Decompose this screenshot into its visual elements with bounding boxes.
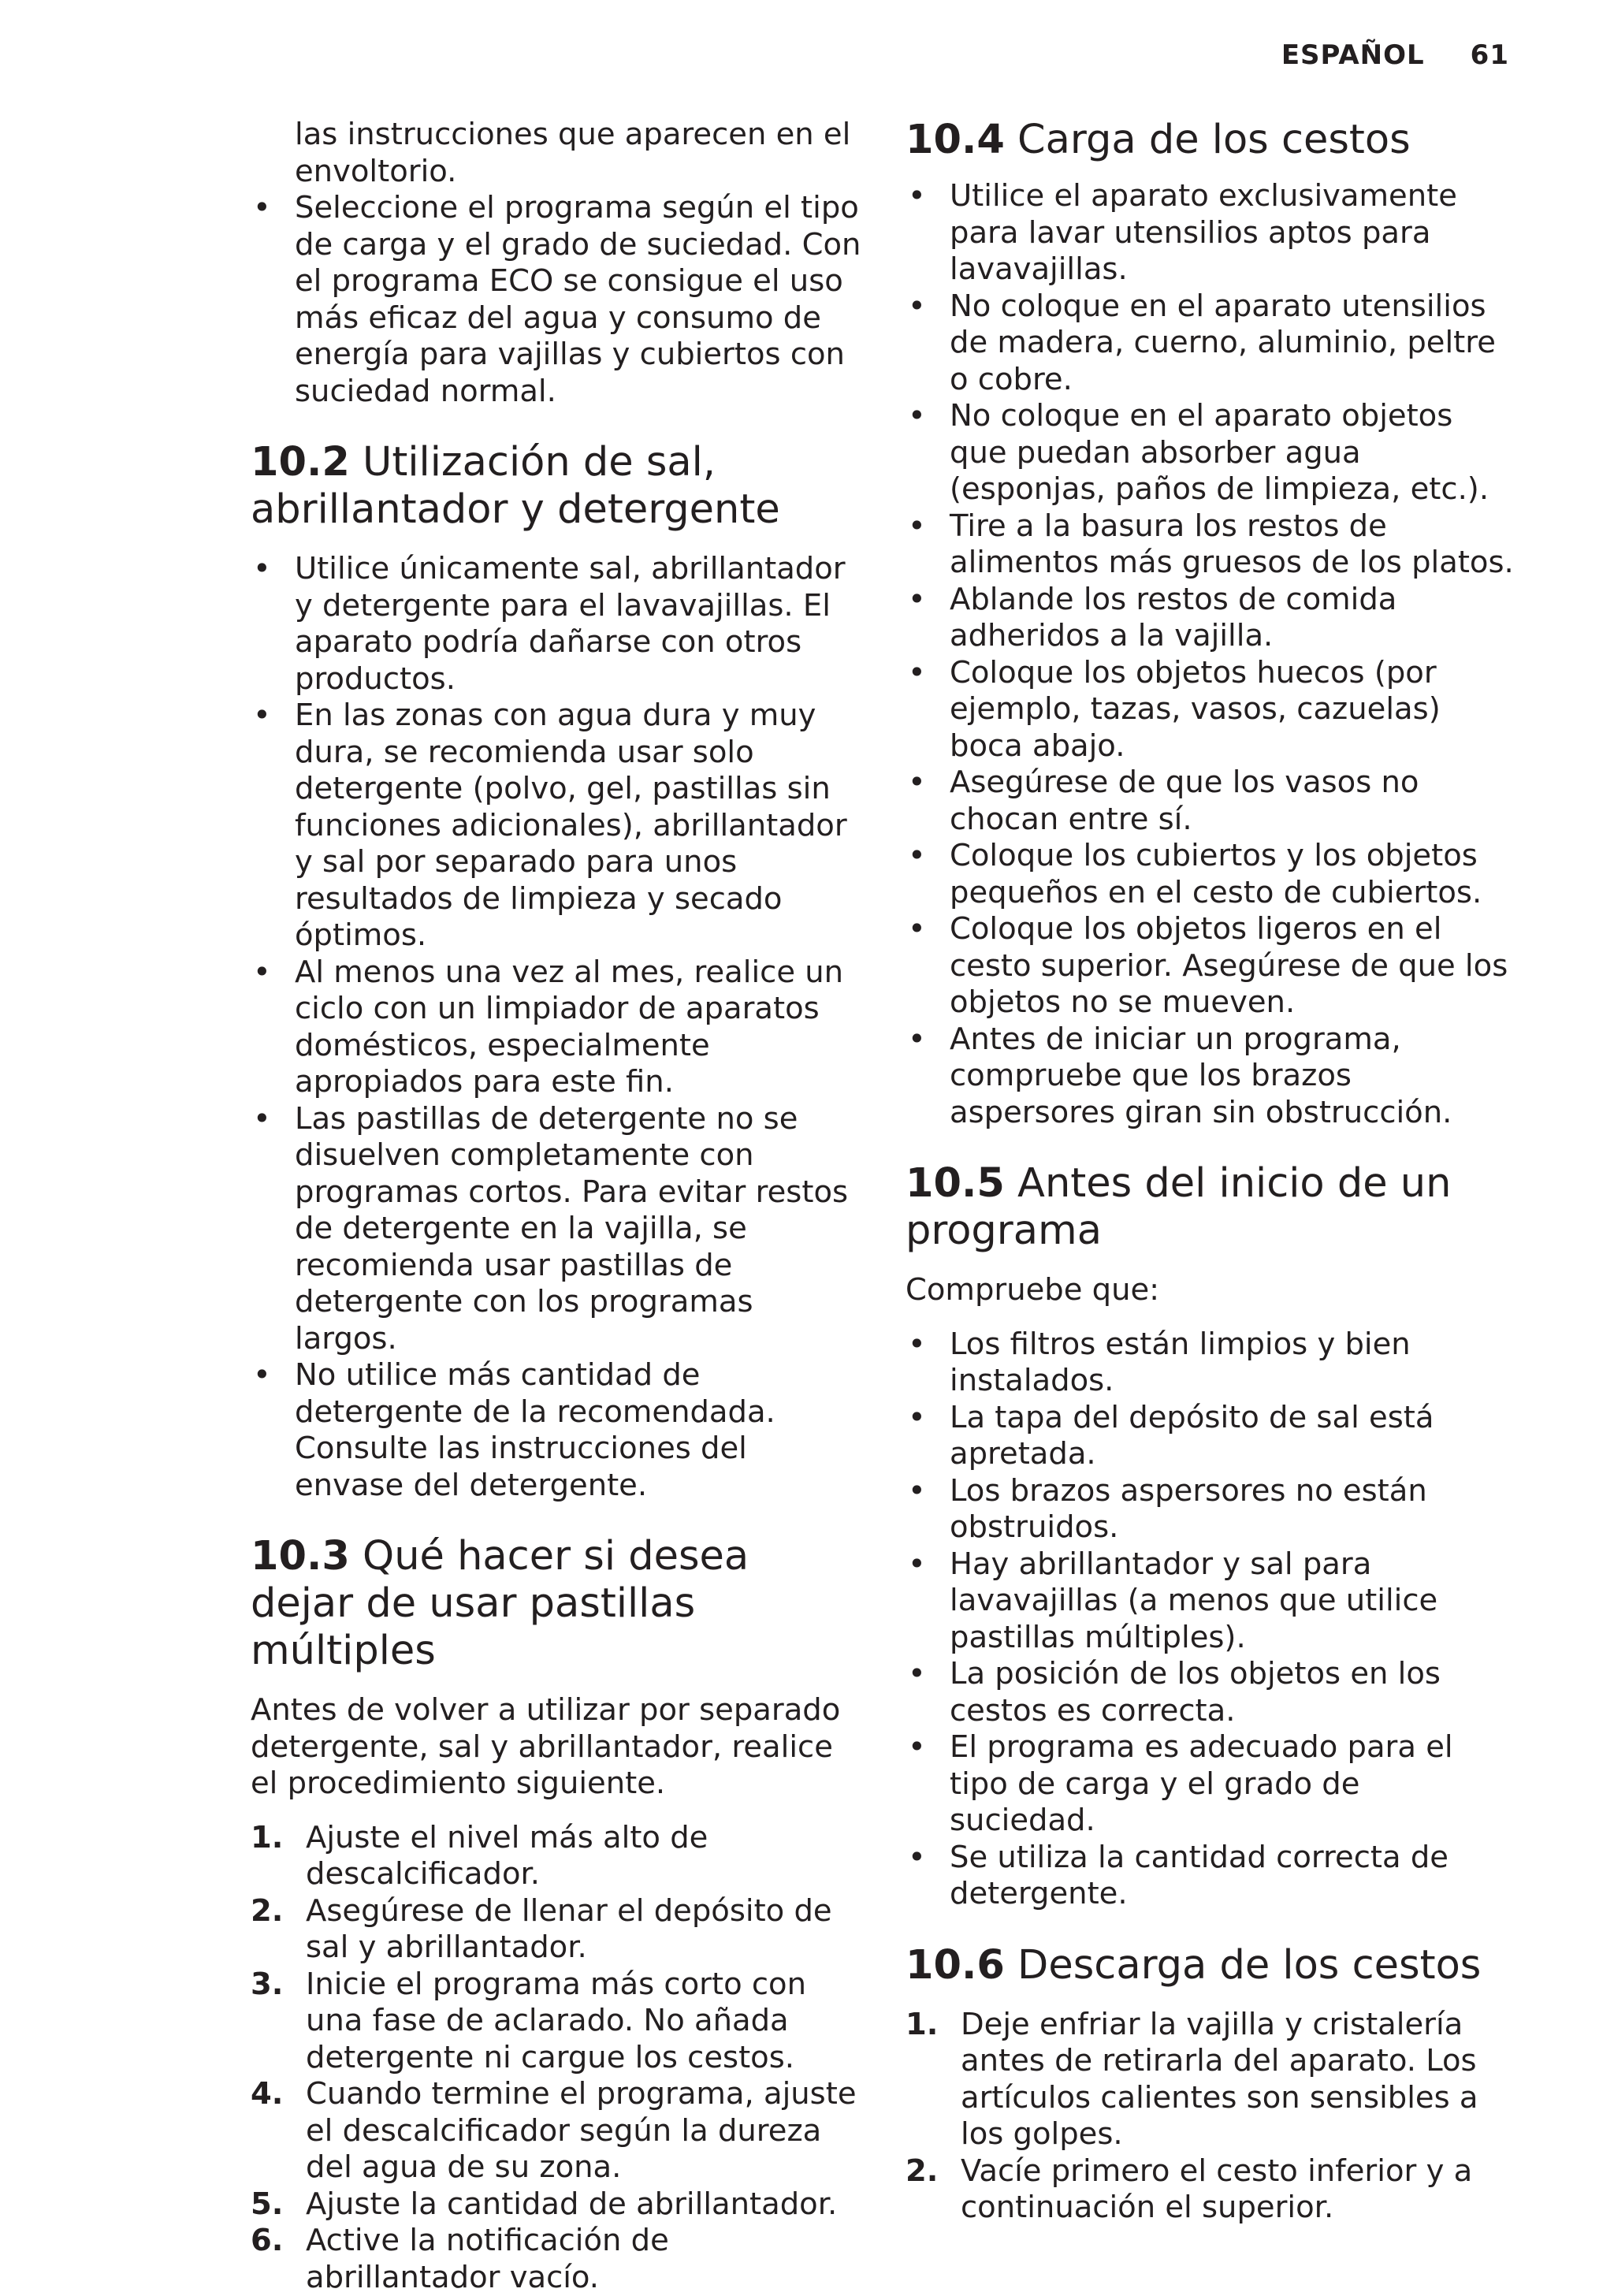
list-item: • Asegúrese de que los vasos no chocan entre sí.: [906, 765, 1514, 838]
bullet-icon: •: [908, 1327, 926, 1364]
numbered-list-10-3: [251, 1820, 861, 2296]
section-heading-10-6: [906, 1942, 1514, 1989]
bullet-icon: •: [908, 398, 926, 435]
list-item: • No coloque en el aparato utensilios de madera, cuerno, aluminio, peltre o cobre.: [906, 288, 1514, 399]
section-title: Qué hacer si desea dejar de usar pastillas múltiples: [251, 1533, 749, 1674]
intro-paragraph-10-3: Antes de volver a utilizar por separado detergente, sal y abrillantador, realice el procedimiento siguiente.: [251, 1692, 861, 1803]
list-item: • La tapa del depósito de sal está apretada.: [906, 1400, 1514, 1473]
bullet-icon: •: [908, 911, 926, 948]
list-item: 2. Asegúrese de llenar el depósito de sal y abrillantador.: [251, 1893, 861, 1967]
list-item: • Hay abrillantador y sal para lavavajillas (a menos que utilice pastillas múltiples).: [906, 1546, 1514, 1657]
bullet-icon: •: [253, 1357, 271, 1394]
list-item: • Utilice únicamente sal, abrillantador y detergente para el lavavajillas. El aparato podría dañarse con otros productos.: [251, 551, 861, 698]
section-number: 10.3: [251, 1533, 350, 1580]
list-item: • Los brazos aspersores no están obstruidos.: [906, 1473, 1514, 1546]
list-item: 6. Active la notificación de abrillantador vacío.: [251, 2223, 861, 2296]
section-heading-10-5: [906, 1160, 1514, 1255]
section-title: Utilización de sal, abrillantador y detergente: [251, 439, 780, 533]
section-number: 10.4: [906, 117, 1005, 163]
list-item: • Las pastillas de detergente no se disuelven completamente con programas cortos. Para evitar restos de detergente en la vajilla, se recomienda usar pastillas de detergente con los programas largos.: [251, 1101, 861, 1358]
bullet-icon: •: [908, 1021, 926, 1059]
section-title: Descarga de los cestos: [1005, 1942, 1482, 1989]
bullet-icon: •: [908, 1729, 926, 1766]
list-item: • No coloque en el aparato objetos que puedan absorber agua (esponjas, paños de limpieza, etc.).: [906, 398, 1514, 508]
numbered-list-10-6: [906, 2007, 1514, 2227]
bullet-icon: •: [908, 1546, 926, 1583]
page-header: [1281, 39, 1509, 71]
section-heading-10-2: [251, 439, 861, 534]
section-heading-10-4: [906, 117, 1514, 164]
list-item: 3. Inicie el programa más corto con una fase de aclarado. No añada detergente ni cargue los cestos.: [251, 1967, 861, 2077]
list-item: • Al menos una vez al mes, realice un ciclo con un limpiador de aparatos domésticos, especialmente apropiados para este fin.: [251, 954, 861, 1101]
bullet-icon: •: [908, 765, 926, 802]
list-item: • Antes de iniciar un programa, compruebe que los brazos aspersores giran sin obstrucción.: [906, 1021, 1514, 1132]
list-item: 5. Ajuste la cantidad de abrillantador.: [251, 2186, 861, 2223]
bullet-list-10-5: [906, 1327, 1514, 1913]
list-item: • El programa es adecuado para el tipo de carga y el grado de suciedad.: [906, 1729, 1514, 1840]
continuation-bullet-list: [251, 190, 861, 410]
bullet-icon: •: [908, 582, 926, 619]
bullet-icon: •: [253, 1101, 271, 1138]
right-column: [906, 117, 1514, 2227]
intro-paragraph-10-5: Compruebe que:: [906, 1272, 1514, 1309]
section-number: 10.2: [251, 439, 350, 486]
list-item: • Los filtros están limpios y bien instalados.: [906, 1327, 1514, 1400]
bullet-list-10-4: [906, 178, 1514, 1131]
list-item: • Coloque los cubiertos y los objetos pequeños en el cesto de cubiertos.: [906, 838, 1514, 911]
left-column: [251, 117, 861, 2296]
bullet-icon: •: [908, 838, 926, 875]
header-language: ESPAÑOL: [1281, 39, 1425, 71]
bullet-icon: •: [253, 190, 271, 227]
list-item: • Utilice el aparato exclusivamente para lavar utensilios aptos para lavavajillas.: [906, 178, 1514, 288]
section-title: Carga de los cestos: [1005, 117, 1411, 163]
continuation-text: las instrucciones que aparecen en el envoltorio.: [251, 117, 861, 190]
list-item: • La posición de los objetos en los cestos es correcta.: [906, 1656, 1514, 1729]
list-item: • Se utiliza la cantidad correcta de detergente.: [906, 1840, 1514, 1913]
page-number: 61: [1471, 39, 1509, 71]
bullet-icon: •: [908, 1656, 926, 1693]
list-item: • Ablande los restos de comida adheridos a la vajilla.: [906, 582, 1514, 655]
list-item: • En las zonas con agua dura y muy dura, se recomienda usar solo detergente (polvo, gel, pastillas sin funciones adicionales), abrillantador y sal por separado para unos resultados de limpieza y secado óptimos.: [251, 698, 861, 954]
bullet-icon: •: [253, 954, 271, 992]
list-item: • Coloque los objetos huecos (por ejemplo, tazas, vasos, cazuelas) boca abajo.: [906, 655, 1514, 765]
bullet-icon: •: [908, 1473, 926, 1510]
section-number: 10.6: [906, 1942, 1005, 1989]
bullet-icon: •: [908, 1400, 926, 1437]
bullet-icon: •: [908, 655, 926, 692]
list-item: • Tire a la basura los restos de alimentos más gruesos de los platos.: [906, 508, 1514, 582]
bullet-icon: •: [908, 1840, 926, 1877]
bullet-icon: •: [253, 698, 271, 735]
list-item: 4. Cuando termine el programa, ajuste el descalcificador según la dureza del agua de su zona.: [251, 2076, 861, 2186]
bullet-icon: •: [908, 288, 926, 326]
bullet-icon: •: [908, 508, 926, 545]
section-title: Antes del inicio de un programa: [906, 1160, 1451, 1254]
list-item: • Seleccione el programa según el tipo de carga y el grado de suciedad. Con el programa ECO se consigue el uso más eficaz del agua y consumo de energía para vajillas y cubiertos con suciedad normal.: [251, 190, 861, 410]
list-item: • No utilice más cantidad de detergente de la recomendada. Consulte las instrucciones del envase del detergente.: [251, 1357, 861, 1504]
list-item: • Coloque los objetos ligeros en el cesto superior. Asegúrese de que los objetos no se mueven.: [906, 911, 1514, 1021]
section-heading-10-3: [251, 1533, 861, 1675]
bullet-icon: •: [908, 178, 926, 215]
list-item: 1. Ajuste el nivel más alto de descalcificador.: [251, 1820, 861, 1893]
bullet-list-10-2: [251, 551, 861, 1504]
list-item: 1. Deje enfriar la vajilla y cristalería antes de retirarla del aparato. Los artículos calientes son sensibles a los golpes.: [906, 2007, 1514, 2153]
section-number: 10.5: [906, 1160, 1005, 1207]
list-item: 2. Vacíe primero el cesto inferior y a continuación el superior.: [906, 2153, 1514, 2227]
bullet-icon: •: [253, 551, 271, 588]
